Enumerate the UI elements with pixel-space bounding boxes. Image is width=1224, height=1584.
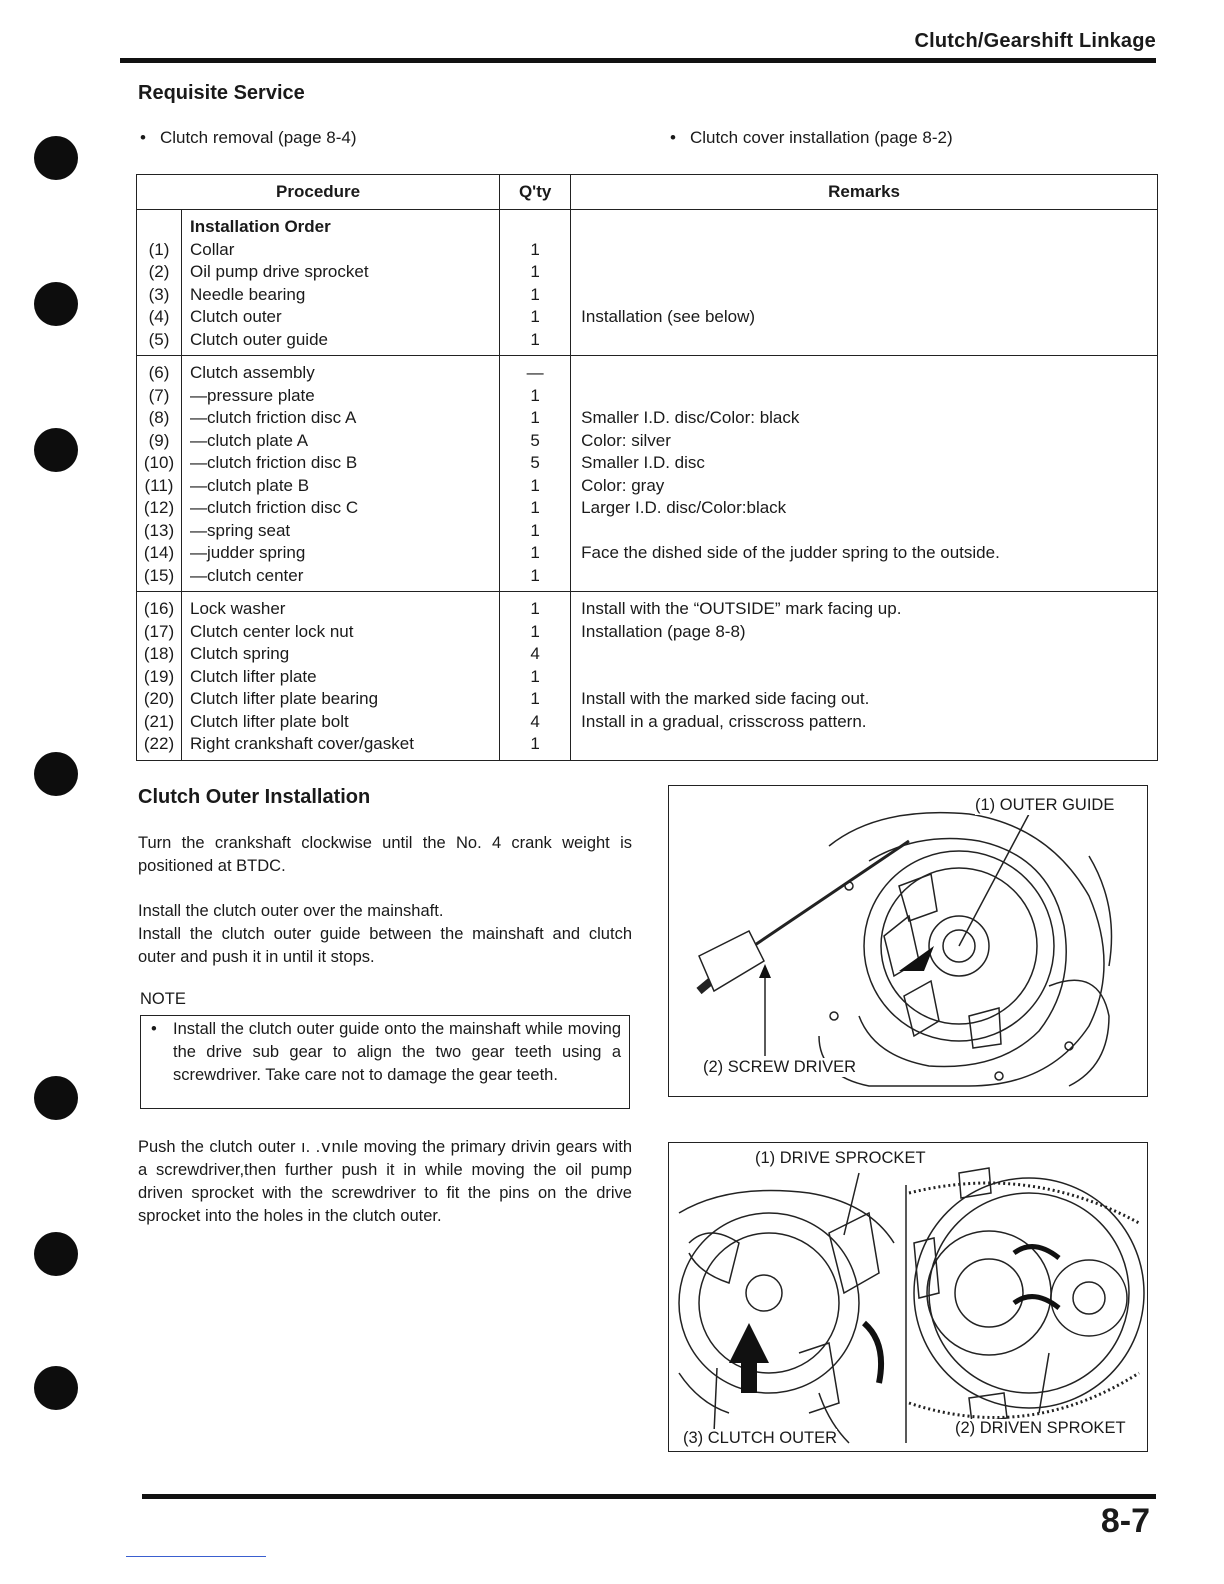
row-num: (14): [143, 543, 175, 562]
row-qty: 1: [530, 498, 540, 517]
row-remark: [581, 666, 1157, 689]
stub-line: [126, 1556, 266, 1557]
row-remark: [581, 239, 1157, 262]
requisite-title: Requisite Service: [138, 82, 305, 104]
row-remark: Smaller I.D. disc: [581, 453, 705, 472]
row-num: (6): [148, 363, 170, 382]
row-num: (9): [148, 430, 170, 450]
page-header-title: Clutch/Gearshift Linkage: [914, 30, 1156, 52]
row-num: (8): [148, 408, 170, 427]
spacer-line: [500, 216, 570, 239]
row-remark: Color: gray: [581, 475, 665, 495]
row-name: —spring seat: [190, 520, 291, 540]
row-num: (4): [148, 307, 170, 326]
header-remarks: Remarks: [571, 175, 1158, 210]
table-row-group: [137, 356, 1158, 592]
bullet-glyph: •: [151, 1020, 157, 1038]
row-name: Clutch outer: [190, 307, 282, 326]
row-name: —clutch friction disc B: [190, 453, 358, 472]
row-num: (1): [148, 239, 170, 259]
row-remark: [581, 261, 1157, 284]
row-remark: Installation (page 8-8): [581, 621, 746, 641]
table-cell-num: [137, 356, 182, 592]
row-name: Clutch outer guide: [190, 329, 328, 349]
bullet-glyph: •: [670, 128, 676, 147]
row-remark: Install with the marked side facing out.: [581, 689, 870, 708]
row-name: —clutch plate A: [190, 430, 309, 450]
row-name: Collar: [190, 239, 235, 259]
row-remark: Smaller I.D. disc/Color: black: [581, 408, 800, 427]
row-remark: [581, 284, 1157, 307]
procedure-table: [136, 174, 1158, 761]
table-cell-remark: [571, 356, 1158, 592]
requisite-item-text: Clutch removal (page 8-4): [159, 128, 357, 147]
row-name: —clutch friction disc C: [190, 498, 359, 517]
row-num: (7): [148, 385, 170, 405]
row-remark: Install in a gradual, crisscross pattern.: [581, 711, 867, 731]
row-remark: Larger I.D. disc/Color:black: [581, 498, 787, 517]
row-num: (11): [144, 475, 174, 495]
table-cell-num: [137, 592, 182, 761]
spacer-line: [137, 216, 181, 239]
row-qty: —: [526, 363, 544, 382]
label-drive-sprocket: (1) DRIVE SPROCKET: [755, 1149, 926, 1167]
row-name: Needle bearing: [190, 284, 306, 304]
row-name: Clutch lifter plate bolt: [190, 711, 349, 731]
row-name: —clutch friction disc A: [190, 408, 357, 427]
table-header-row: [137, 175, 1158, 210]
row-qty: 1: [530, 666, 540, 686]
row-name: Clutch lifter plate bearing: [190, 689, 379, 708]
table-cell-name: [182, 356, 500, 592]
row-qty: 1: [530, 262, 540, 281]
row-name: —clutch plate B: [190, 475, 310, 495]
row-num: (13): [143, 520, 175, 540]
table-cell-name: [182, 592, 500, 761]
binder-hole: [34, 428, 78, 472]
row-num: (16): [143, 599, 175, 618]
row-qty: 5: [530, 453, 540, 472]
requisite-item-text: Clutch cover installation (page 8-2): [689, 128, 953, 147]
row-qty: 1: [530, 543, 540, 562]
binder-hole: [34, 282, 78, 326]
table-cell-qty: [500, 210, 571, 356]
note-label: NOTE: [140, 990, 186, 1008]
row-num: (19): [143, 666, 175, 686]
row-num: (12): [143, 498, 175, 517]
paragraph: Push the clutch outer ı. .ⅴnıle moving the primary drivin gears with a screwdriver,then further push it in while moving the oil pump driven sprocket with the screwdriver to fit the pins on the drive sprocket into the holes in the clutch outer.: [138, 1138, 632, 1225]
label-driven-sproket: (2) DRIVEN SPROKET: [955, 1419, 1126, 1437]
row-qty: 1: [530, 520, 540, 540]
binder-hole: [34, 1076, 78, 1120]
spacer-line: [581, 216, 1157, 239]
row-qty: 1: [530, 385, 540, 405]
row-qty: 1: [530, 475, 540, 495]
row-num: (15): [143, 565, 175, 585]
requisite-item: [140, 128, 356, 148]
label-clutch-outer: (3) CLUTCH OUTER: [683, 1429, 838, 1447]
row-remark: [581, 385, 1157, 408]
requisite-item: [670, 128, 953, 148]
row-qty: 1: [530, 329, 540, 349]
paragraph: Install the clutch outer guide between the mainshaft and clutch outer and push it in until it stops.: [138, 925, 632, 966]
paragraph: Install the clutch outer over the mainshaft.: [138, 902, 444, 920]
bullet-glyph: •: [140, 128, 146, 147]
figure-drive-sprocket: [668, 1142, 1148, 1452]
row-num: (2): [148, 262, 170, 281]
binder-hole: [34, 1232, 78, 1276]
row-name: Oil pump drive sprocket: [190, 262, 369, 281]
row-remark: Installation (see below): [581, 307, 756, 326]
section-title: Clutch Outer Installation: [138, 786, 371, 808]
row-num: (21): [143, 711, 175, 731]
row-num: (5): [148, 329, 170, 349]
table-row-group: [137, 210, 1158, 356]
binder-hole: [34, 136, 78, 180]
figure-outer-guide: [668, 785, 1148, 1097]
row-qty: 1: [530, 689, 540, 708]
row-qty: 1: [530, 565, 540, 585]
row-qty: 1: [530, 734, 540, 753]
row-remark: [581, 520, 1157, 543]
row-num: (18): [143, 644, 175, 663]
row-remark: [581, 643, 1157, 666]
table-body: [137, 210, 1158, 761]
row-remark: Color: silver: [581, 430, 671, 450]
note-box: [140, 1015, 630, 1109]
row-remark: Face the dished side of the judder spring to the outside.: [581, 543, 1000, 562]
row-name: —pressure plate: [190, 385, 315, 405]
label-outer-guide: (1) OUTER GUIDE: [975, 796, 1115, 814]
table-cell-num: [137, 210, 182, 356]
row-num: (22): [143, 734, 175, 753]
row-qty: 1: [530, 307, 540, 326]
row-name: Clutch center lock nut: [190, 621, 354, 641]
header-rule: [120, 58, 1156, 63]
binder-hole: [34, 1366, 78, 1410]
header-procedure: Procedure: [137, 175, 500, 210]
note-text: Install the clutch outer guide onto the mainshaft while moving the drive sub gear to align the two gear teeth using a screwdriver. Take care not to damage the gear teeth.: [173, 1020, 621, 1084]
row-name: Right crankshaft cover/gasket: [190, 734, 414, 753]
row-qty: 1: [530, 599, 540, 618]
row-qty: 5: [530, 430, 540, 450]
row-qty: 1: [530, 621, 540, 641]
drive-sprocket-illustration: [669, 1143, 1148, 1452]
table-cell-remark: [571, 592, 1158, 761]
page-number: 8-7: [1100, 1502, 1150, 1540]
row-name: Lock washer: [190, 599, 286, 618]
paragraph: Turn the crankshaft clockwise until the No. 4 crank weight is positioned at BTDC.: [138, 834, 632, 875]
table-cell-name: [182, 210, 500, 356]
row-qty: 4: [530, 711, 540, 731]
row-qty: 4: [530, 644, 540, 663]
row-remark: Install with the “OUTSIDE” mark facing up.: [581, 599, 902, 618]
row-remark: [581, 733, 1157, 756]
table-row-group: [137, 592, 1158, 761]
clutch-outer-guide-illustration: [669, 786, 1148, 1097]
row-name: Clutch assembly: [190, 363, 315, 382]
row-name: —clutch center: [190, 565, 304, 585]
row-name: —judder spring: [190, 543, 306, 562]
row-remark: [581, 329, 1157, 352]
table-cell-qty: [500, 356, 571, 592]
row-remark: [581, 362, 1157, 385]
row-name: Clutch spring: [190, 644, 290, 663]
table-cell-qty: [500, 592, 571, 761]
row-qty: 1: [530, 239, 540, 259]
binder-hole: [34, 752, 78, 796]
row-num: (20): [143, 689, 175, 708]
header-qty: Q'ty: [500, 175, 571, 210]
row-remark: [581, 565, 1157, 588]
row-qty: 1: [530, 284, 540, 304]
footer-rule: [142, 1494, 1156, 1499]
row-num: (3): [148, 284, 170, 304]
row-num: (10): [143, 453, 175, 472]
label-screw-driver: (2) SCREW DRIVER: [703, 1058, 857, 1076]
row-qty: 1: [530, 408, 540, 427]
table-cell-remark: [571, 210, 1158, 356]
row-num: (17): [143, 621, 175, 641]
group-heading: Installation Order: [190, 217, 331, 236]
row-name: Clutch lifter plate: [190, 666, 317, 686]
